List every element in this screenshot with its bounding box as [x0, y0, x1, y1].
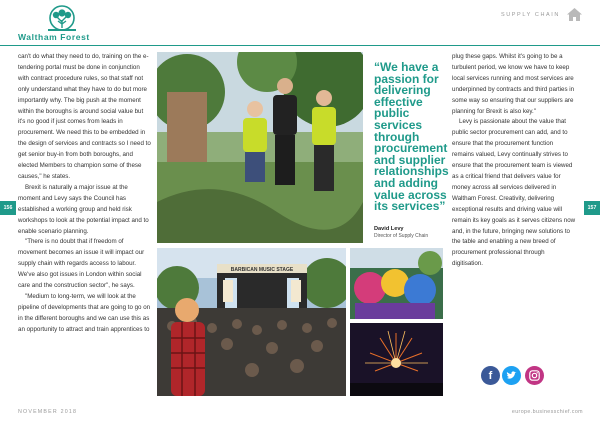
page-number-left: 156 [0, 201, 16, 215]
header-rule [0, 45, 600, 46]
issue-date: NOVEMBER 2018 [18, 409, 78, 415]
waltham-forest-logo [44, 5, 80, 33]
twitter-icon[interactable] [502, 366, 521, 385]
fireworks-photo [350, 323, 443, 396]
mural-photo [350, 248, 443, 319]
paragraph: Levy is passionate about the value that public sector procurement can add, and to ensure that the procurement function remains valued, Levy continually strives to ensure that the procurement team is viewed as a critical friend that delivers value for money across all services delivered in Waltham Forest. Creativity, delivering exceptional results and driving value will remain its key goals as it serves citizens now and, in the future, bringing new solutions to the table and enabling a new breed of procurement professional through digitisation. [452, 118, 576, 268]
home-icon[interactable] [566, 7, 583, 22]
brand-name: Waltham Forest [18, 32, 90, 42]
quote-author-role: Director of Supply Chain [374, 233, 429, 239]
instagram-icon[interactable] [525, 366, 544, 385]
page-number-right: 157 [584, 201, 600, 215]
article-column-left [18, 52, 151, 336]
facebook-icon[interactable]: f [481, 366, 500, 385]
stage-sign: BARBICAN MUSIC STAGE [230, 267, 294, 273]
paragraph: "There is no doubt that if freedom of movement becomes an issue it will impact our supply chain with regards access to labour. We've also got issues in London within social care and the construction sector", he says. [18, 238, 145, 290]
paragraph: plug these gaps. Whilst it's going to be a turbulent period, we know we have to keep local services running and most services are underpinned by contracts and third parties in some way so ensuring that our suppliers are planning for Brexit is also key." [452, 53, 575, 115]
team-photo [157, 52, 363, 243]
article-column-right [452, 52, 576, 270]
section-title: SUPPLY CHAIN [500, 12, 560, 18]
paragraph: "Medium to long-term, we will look at the pipeline of developments that are going to go on in the different boroughs and we can use this as an opportunity to attract and train apprentices to [18, 292, 151, 333]
paragraph: Brexit is naturally a major issue at the moment and Levy says the Council has established a working group and held risk workshops to look at the potential impact and to enable scenario planning. [18, 183, 149, 235]
pull-quote: “We have a passion for delivering effective public services through procurement and supplier relationships and adding value across its services” [374, 60, 449, 214]
paragraph: can't do what they need to do, training on the e-tendering portal must be done in conjunction with contract procedure rules, so that staff not only understand what they have to do but more importantly why. The big push at the moment within the boroughs is around social value but it's no good if just comes from leads in procurement. We need this to be embedded in the design of services and contracts so I need to get senior buy-in from both boroughs, and elected Members to champion some of these causes," he states. [18, 53, 151, 180]
concert-photo [157, 248, 346, 396]
quote-author: David Levy [374, 226, 404, 232]
website-link[interactable]: europe.businesschief.com [511, 409, 583, 415]
